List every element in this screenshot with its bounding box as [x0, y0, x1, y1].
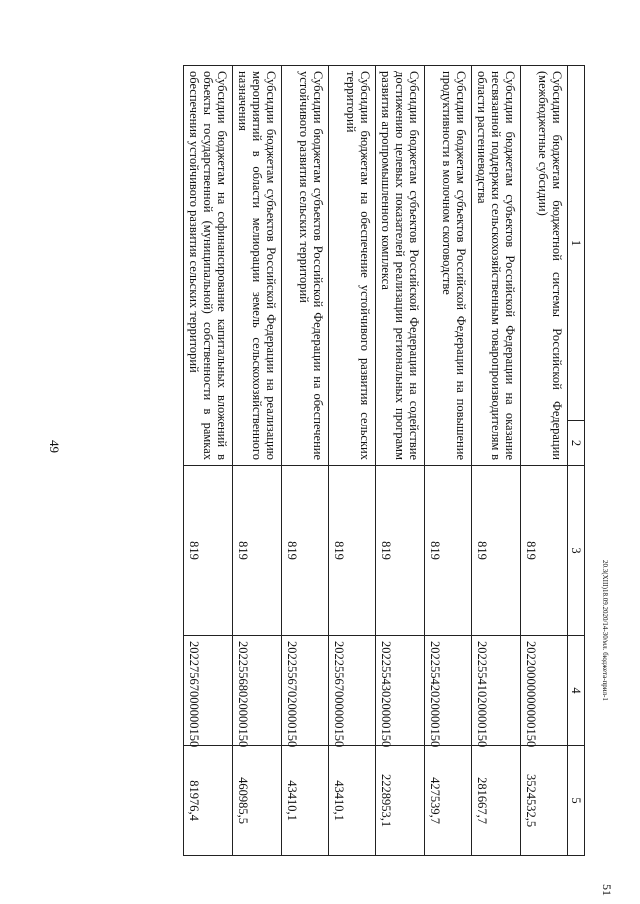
row-kbk-cell: 20220000000000150: [521, 636, 568, 746]
rotated-page-content: [110, 65, 585, 855]
table-row: [184, 66, 233, 856]
row-amount-cell: 3524532,5: [521, 746, 568, 856]
budget-table: [183, 65, 585, 856]
table-row: [521, 66, 568, 856]
header-col-4: 4: [568, 636, 585, 746]
row-name-cell: Субсидии бюджетам субъектов Российской Федерации на содействие достижению целевых показателей реализации региональных программ развития агропромышленного комплекса: [376, 66, 425, 466]
table-row: [282, 66, 329, 856]
table-row: [425, 66, 472, 856]
row-kbk-cell: 20225543020000150: [376, 636, 425, 746]
row-code-cell: 819: [376, 466, 425, 636]
row-kbk-cell: 20227567000000150: [184, 636, 233, 746]
table-row: [376, 66, 425, 856]
corner-page-number: 51: [600, 884, 614, 896]
row-kbk-cell: 20225542020000150: [425, 636, 472, 746]
table-row: [233, 66, 282, 856]
header-col-5: 5: [568, 746, 585, 856]
row-code-cell: 819: [184, 466, 233, 636]
row-code-cell: 819: [472, 466, 521, 636]
row-kbk-cell: 20225568020000150: [233, 636, 282, 746]
footer-code: 20.3(XIII)18.09.2020/14-30/мл. бюджета-прил-1: [601, 560, 609, 701]
header-col-1: 1: [568, 66, 585, 421]
header-row: [568, 66, 585, 856]
row-amount-cell: 460985,5: [233, 746, 282, 856]
row-name-cell: Субсидии бюджетам субъектов Российской Федерации на повышение продуктивности в молочном скотоводстве: [425, 66, 472, 466]
table-row: [472, 66, 521, 856]
row-name-cell: Субсидии бюджетам на софинансирование капитальных вложений в объекты государственной (муниципальной) собственности в рамках обеспечения устойчивого развития сельских территорий: [184, 66, 233, 466]
row-amount-cell: 43410,1: [282, 746, 329, 856]
table-row: [329, 66, 376, 856]
row-code-cell: 819: [521, 466, 568, 636]
header-col-3: 3: [568, 466, 585, 636]
row-name-cell: Субсидии бюджетам субъектов Российской Федерации на обеспечение устойчивого развития сельских территорий: [282, 66, 329, 466]
row-amount-cell: 281667,7: [472, 746, 521, 856]
row-name-cell: Субсидии бюджетам бюджетной системы Российской Федерации (межбюджетные субсидии): [521, 66, 568, 466]
header-col-2: 2: [568, 421, 585, 466]
row-kbk-cell: 20225567020000150: [282, 636, 329, 746]
row-amount-cell: 81976,4: [184, 746, 233, 856]
row-kbk-cell: 20225567000000150: [329, 636, 376, 746]
row-code-cell: 819: [329, 466, 376, 636]
row-code-cell: 819: [233, 466, 282, 636]
row-kbk-cell: 20225541020000150: [472, 636, 521, 746]
row-code-cell: 819: [425, 466, 472, 636]
row-name-cell: Субсидии бюджетам на обеспечение устойчивого развития сельских территорий: [329, 66, 376, 466]
row-name-cell: Субсидии бюджетам субъектов Российской Федерации на оказание несвязанной поддержки сельскохозяйственным товаропроизводителям в области растениеводства: [472, 66, 521, 466]
page-number: 49: [47, 440, 62, 453]
row-amount-cell: 43410,1: [329, 746, 376, 856]
row-name-cell: Субсидии бюджетам субъектов Российской Федерации на реализацию мероприятий в области мелиорации земель сельскохозяйственного назначения: [233, 66, 282, 466]
row-amount-cell: 427539,7: [425, 746, 472, 856]
row-code-cell: 819: [282, 466, 329, 636]
row-amount-cell: 2228953,1: [376, 746, 425, 856]
